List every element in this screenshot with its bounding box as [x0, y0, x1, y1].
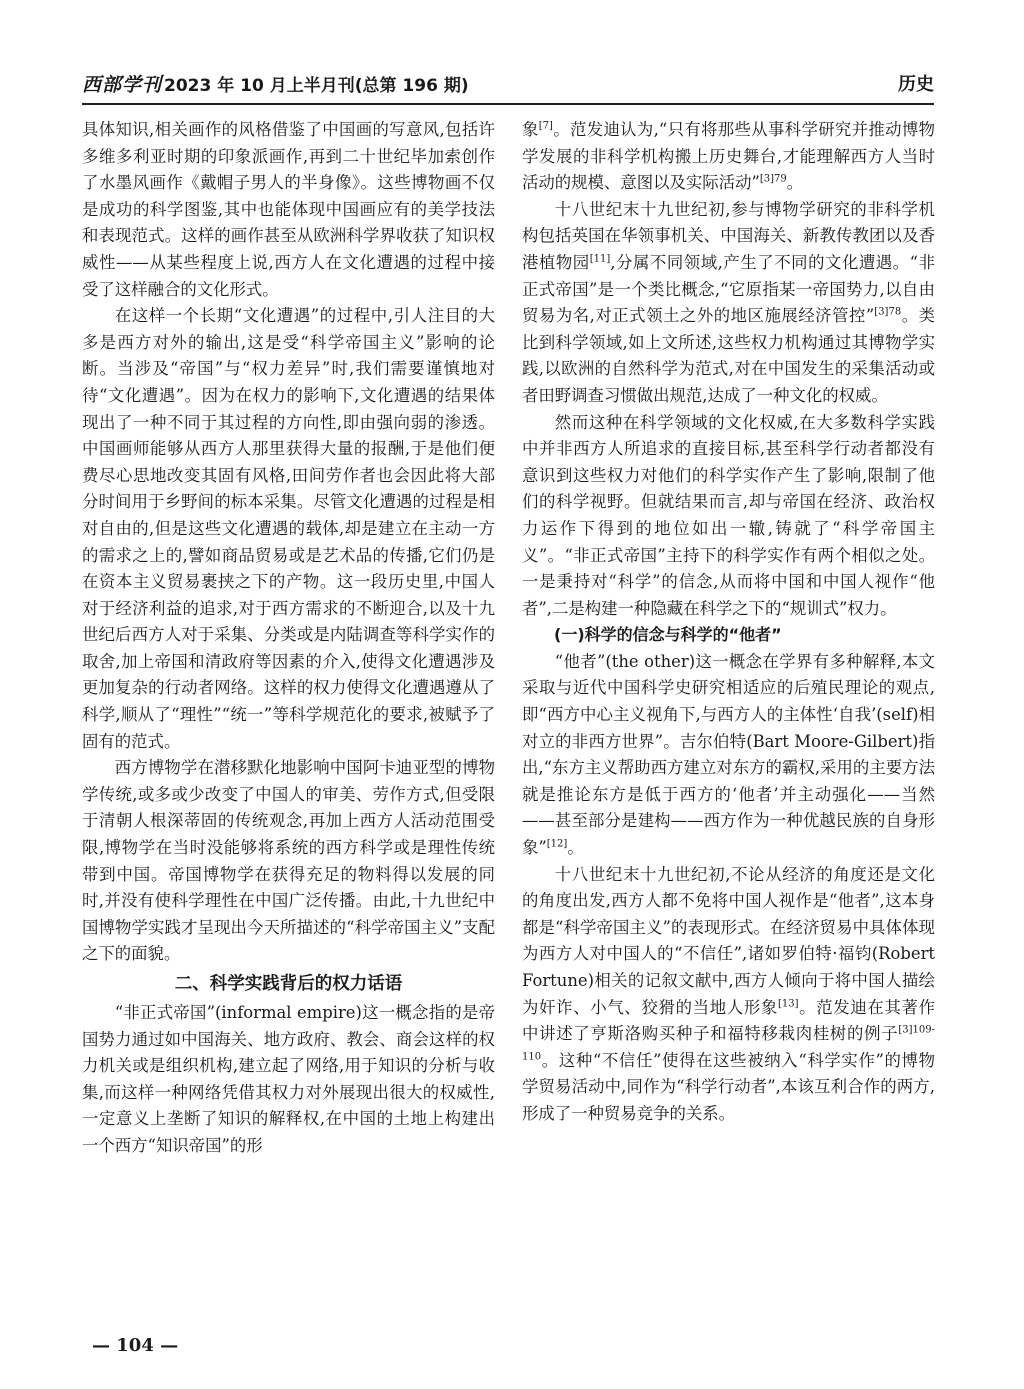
page-number: — 104 —	[92, 1335, 179, 1356]
citation: [11]	[589, 253, 611, 265]
citation: [3]109-110	[522, 1024, 935, 1063]
section-name: 历史	[898, 74, 934, 95]
text-run: 。类比到科学领域,如上文所述,这些权力机构通过其博物学实践,以欧洲的自然科学为范式,对在中国发生的采集活动或者田野调查习惯做出规范,达成了一种文化的权威。	[522, 306, 936, 405]
text-run: 。范发迪在其著作中讲述了亨斯洛购买种子和福特移栽肉桂树的例子	[522, 997, 936, 1044]
paragraph: 具体知识,相关画作的风格借鉴了中国画的写意风,包括许多维多利亚时期的印象派画作,再到二十世纪毕加索创作了水墨风画作《戴帽子男人的半身像》。这些博物画不仅是成功的科学图鉴,其中也能体现中国画应有的美学技法和表现范式。这样的画作甚至从欧洲科学界收获了知识权威性——从某些程度上说,西方人在文化遭遇的过程中接受了这样融合的文化形式。	[82, 120, 495, 299]
text-run: 。范发迪认为,“只有将那些从事科学研究并推动博物学发展的非科学机构搬上历史舞台,才能理解西方人当时活动的规模、意图以及实际活动”	[522, 120, 935, 193]
paragraph: 西方博物学在潜移默化地影响中国阿卡迪亚型的博物学传统,或多或少改变了中国人的审美、劳作方式,但受限于清朝人根深蒂固的传统观念,再加上西方人活动范围受限,博物学在当时没能够将系统的西方科学或是理性传统带到中国。帝国博物学在获得充足的物料得以发展的同时,并没有使科学理性在中国广泛传播。由此,十九世纪中国博物学实践才呈现出今天所描述的“科学帝国主义”支配之下的面貌。	[82, 758, 495, 964]
paragraph: 然而这种在科学领域的文化权威,在大多数科学实践中并非西方人所追求的直接目标,甚至科学行动者都没有意识到这些权力对他们的科学实作产生了影响,限制了他们的科学视野。但就结果而言,却与帝国在经济、政治权力运作下得到的地位如出一辙,铸就了“科学帝国主义”。“非正式帝国”主持下的科学实作有两个相似之处。一是秉持对“科学”的信念,从而将中国和中国人视作“他者”,二是构建一种隐藏在科学之下的“规训式”权力。	[522, 412, 935, 618]
section-heading: 二、科学实践背后的权力话语	[174, 974, 403, 994]
paragraph	[522, 117, 935, 197]
paragraph: 在这样一个长期“文化遭遇”的过程中,引人注目的大多是西方对外的输出,这是受“科学帝国主义”影响的论断。当涉及“帝国”与“权力差异”时,我们需要谨慎地对待“文化遭遇”。因为在权力的影响下,文化遭遇的结果体现出了一种不同于其过程的方向性,即由强向弱的渗透。中国画师能够从西方人那里获得大量的报酬,于是他们便费尽心思地改变其固有风格,田间劳作者也会因此将大部分时间用于乡野间的标本采集。尽管文化遭遇的过程是相对自由的,但是这些文化遭遇的载体,却是建立在主动一方的需求之上的,譬如商品贸易或是艺术品的传播,它们仍是在资本主义贸易裹挟之下的产物。这一段历史里,中国人对于经济利益的追求,对于西方需求的不断迎合,以及十九世纪后西方人对于采集、分类或是内陆调查等科学实作的取舍,加上帝国和清政府等因素的介入,使得文化遭遇涉及更加复杂的行动者网络。这样的权力使得文化遭遇遵从了科学,顺从了“理性”“统一”等科学规范化的要求,被赋予了固有的范式。	[82, 306, 495, 751]
issue-info: 2023 年 10 月上半月刊(总第 196 期)	[164, 76, 469, 96]
paragraph: “非正式帝国”(informal empire)这一概念指的是帝国势力通过如中国海关、地方政府、教会、商会这样的权力机关或是组织机构,建立起了网络,用于知识的分析与收集,而这样一种网络凭借其权力对外展现出很大的权威性,一定意义上垄断了知识的解释权,在中国的土地上构建出一个西方“知识帝国”的形	[82, 1003, 495, 1155]
header-rule	[82, 103, 934, 105]
text-run: ,分属不同领域,产生了不同的文化遭遇。“非正式帝国”是一个类比概念,“它原指某一帝国势力,以自由贸易为名,对正式领土之外的地区施展经济管控”	[522, 252, 935, 326]
paragraph	[522, 197, 935, 410]
subsection-heading: (一)科学的信念与科学的“他者”	[554, 625, 782, 645]
text-run: 。	[567, 838, 584, 858]
text-run: 十八世纪末十九世纪初,参与博物学研究的非科学机构包括英国在华领事机关、中国海关、新教传教团以及香港植物园	[522, 199, 935, 272]
text-run: 十八世纪末十九世纪初,不论从经济的角度还是文化的角度出发,西方人都不免将中国人视作是“他者”,这本身都是“科学帝国主义”的表现形式。在经济贸易中具体体现为西方人对中国人的“不信任”,诸如罗伯特·福钧(Robert Fortune)相关的记叙文献中,西方人倾向于将中国人描绘为奸诈、小气、狡猾的当地人形象	[522, 864, 935, 1017]
left-column	[82, 117, 495, 1160]
text-run: “他者”(the other)这一概念在学界有多种解释,本文采取与近代中国科学史研究相适应的后殖民理论的观点,即“西方中心主义视角下,与西方人的主体性‘自我’(self)相对立的非西方世界”。吉尔伯特(Bart Moore-Gilbert)指出,“东方主义帮助西方建立对东方的霸权,采用的主要方法就是推论东方是低于西方的‘他者’并主动强化——当然——甚至部分是建构——西方作为一种优越民族的自身形象”	[522, 651, 935, 858]
citation: [3]79	[759, 173, 787, 185]
journal-logo: 西部学刊	[82, 74, 163, 96]
text-run: 。这种“不信任”使得在这些被纳入“科学实作”的博物学贸易活动中,同作为“科学行动者”,本该互利合作的两方,形成了一种贸易竞争的关系。	[522, 1050, 935, 1123]
paragraph	[522, 862, 935, 1128]
citation: [13]	[777, 998, 799, 1010]
paragraph	[522, 649, 935, 862]
running-header	[82, 70, 934, 100]
citation: [7]	[538, 120, 553, 132]
citation: [3]78	[874, 306, 902, 318]
right-column	[522, 117, 935, 1128]
text-run: 。	[786, 173, 804, 193]
citation: [12]	[546, 838, 568, 850]
text-run: 象	[522, 120, 539, 139]
